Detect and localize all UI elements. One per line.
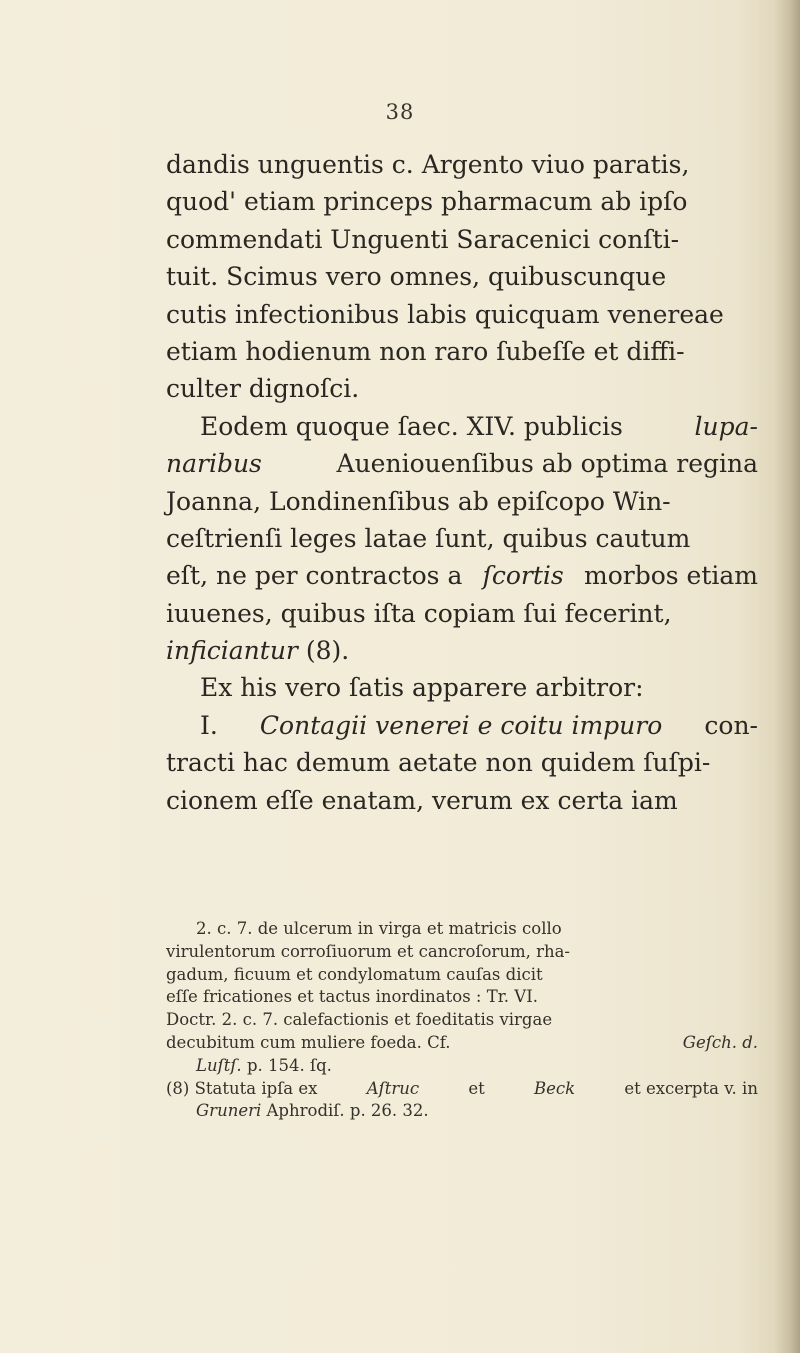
text-line: tracti hac demum aetate non quidem ſuſpi- [166, 748, 711, 778]
text-line: cutis infectionibus labis quicquam venereae [166, 299, 724, 329]
body-text [166, 146, 758, 819]
footnote-line: decubitum cum muliere foeda. Cf. Geſch. d. [166, 1032, 758, 1055]
italic-ref: Beck [533, 1078, 576, 1098]
footnotes [166, 918, 758, 1123]
text-line: naribus Aueniouenſibus ab optima regina [166, 445, 758, 482]
footnote-line: Doctr. 2. c. 7. calefactionis et foeditatis virgae [166, 1010, 553, 1030]
footnote-line: 2. c. 7. de ulcerum in virga et matricis collo [196, 919, 562, 938]
italic-term: ſcortis [482, 561, 564, 591]
text-line: tuit. Scimus vero omnes, quibuscunque [166, 262, 667, 292]
text-line: culter dignoſci. [166, 374, 360, 404]
text-line: dandis unguentis c. Argento viuo paratis, [166, 150, 690, 179]
text-line: Ex his vero ſatis apparere arbitror: [200, 673, 644, 703]
text-line: eſt, ne per contractos a ſcortis morbos etiam [166, 557, 758, 594]
italic-ref: Gruneri [196, 1101, 262, 1121]
italic-term: inficiantur [166, 636, 298, 666]
text-line: commendati Unguenti Saracenici conſti- [166, 224, 680, 254]
page-number: 38 [385, 100, 415, 124]
italic-ref: Geſch. d. [682, 1032, 758, 1052]
italic-ref: Aſtruc [366, 1078, 420, 1098]
footnote-line: gadum, ficuum et condylomatum cauſas dicit [166, 964, 543, 984]
text-line: quod' etiam princeps pharmacum ab ipſo [166, 187, 688, 217]
footnote-line: Luſtſ. p. 154. ſq. [166, 1055, 758, 1078]
text-line: Joanna, Londinenſibus ab epiſcopo Win- [166, 486, 671, 516]
text-line: ceſtrienſi leges latae ſunt, quibus cautum [166, 523, 691, 553]
italic-ref: Luſtſ. [196, 1055, 242, 1075]
text-line: I. Contagii venerei e coitu impuro con- [166, 707, 758, 744]
italic-term: naribus [166, 449, 262, 479]
footnote-line: (8) Statuta ipſa ex Aſtruc et Beck et excerpta v. in [166, 1078, 758, 1101]
page-edge-shadow [774, 0, 800, 1353]
footnote-line: Gruneri Aphrodiſ. p. 26. 32. [166, 1100, 758, 1123]
text-line: etiam hodienum non raro ſubeſſe et diffi- [166, 336, 685, 366]
text-line: cionem eſſe enatam, verum ex certa iam [166, 785, 678, 815]
text-line: iuuenes, quibus iſta copiam ſui fecerint, [166, 598, 672, 628]
footnote-line: eſſe fricationes et tactus inordinatos : Tr. VI. [166, 987, 538, 1007]
text-line: inficiantur (8). [166, 632, 758, 669]
italic-heading: Contagii venerei e coitu impuro [259, 710, 663, 740]
text-line: Eodem quoque ſaec. XIV. publicis lupa- [166, 408, 758, 445]
footnote-line: virulentorum corroſiuorum et cancroſorum, rha- [166, 941, 571, 961]
italic-term: lupa- [694, 411, 758, 441]
